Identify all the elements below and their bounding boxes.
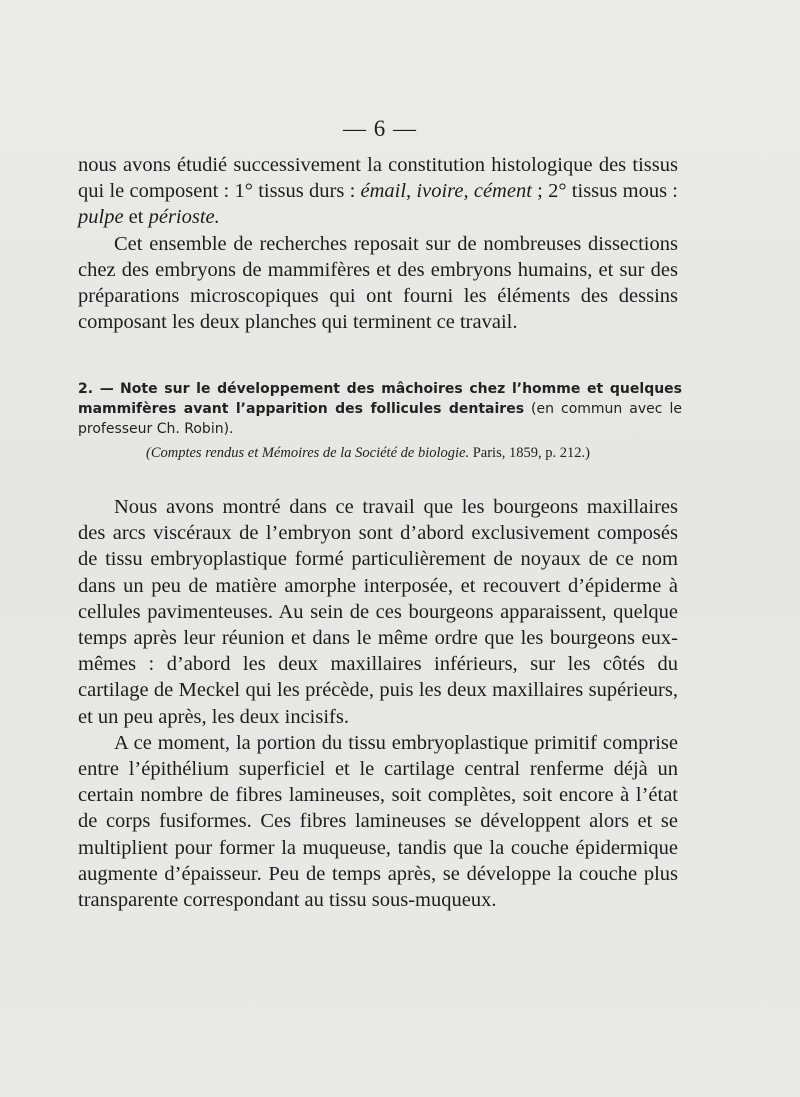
intro-text-1: nous avons étudié successivement la constitution histologique des tissus qui le composent : 1° tissus durs :	[78, 154, 678, 203]
note-reference	[78, 443, 682, 463]
intro-paragraph-1	[78, 152, 678, 231]
publication-note	[78, 379, 682, 463]
note-authors: (en commun avec le professeur Ch. Robin).	[78, 401, 682, 437]
note-number: 2. —	[78, 381, 114, 397]
intro-section	[78, 152, 678, 335]
body-section	[78, 494, 678, 913]
note-title: Note sur le développement des mâchoires chez l’homme et quelques mammifères avant l’apparition des follicules dentaires	[78, 381, 683, 417]
intro-emphasis-pulpe: pulpe	[78, 206, 124, 229]
body-paragraph-2: A ce moment, la portion du tissu embryoplastique primitif comprise entre l’épithélium superficiel et le cartilage central renferme déjà un certain nombre de fibres lamineuses, soit complètes, soit encore à l’état de corps fusiformes. Ces fibres lamineuses se développent alors et se multiplient pour former la muqueuse, tandis que la couche épidermique augmente d’épaisseur. Peu de temps après, se développe la couche plus transparente correspondant au tissu sous-muqueux.	[78, 731, 678, 912]
intro-emphasis-hard-tissues: émail, ivoire, cément	[360, 180, 532, 203]
note-heading	[78, 379, 682, 439]
note-reference-details: Paris, 1859, p. 212.)	[469, 445, 590, 461]
note-journal: (Comptes rendus et Mémoires de la Société de biologie.	[146, 445, 470, 461]
intro-paragraph-2: Cet ensemble de recherches reposait sur de nombreuses dissections chez des embryons de mammifères et des embryons humains, et sur des préparations microscopiques qui ont fourni les éléments des dessins composant les deux planches qui terminent ce travail.	[78, 232, 678, 334]
intro-emphasis-perioste: périoste.	[148, 206, 220, 229]
intro-text-3: et	[123, 206, 149, 229]
page-number: — 6 —	[343, 116, 417, 141]
intro-text-2: ; 2° tissus mous :	[531, 180, 678, 203]
body-paragraph-1: Nous avons montré dans ce travail que les bourgeons maxillaires des arcs viscéraux de l’embryon sont d’abord exclusivement composés de tissu embryoplastique formé particulièrement de noyaux de ce nom dans un peu de matière amorphe interposée, et recouvert d’épiderme à cellules pavimenteuses. Au sein de ces bourgeons apparaissent, quelque temps après leur réunion et dans le même ordre que les bourgeons eux-mêmes : d’abord les deux maxillaires inférieurs, sur les côtés du cartilage de Meckel qui les précède, puis les deux maxillaires supérieurs, et un peu après, les deux incisifs.	[78, 496, 678, 728]
